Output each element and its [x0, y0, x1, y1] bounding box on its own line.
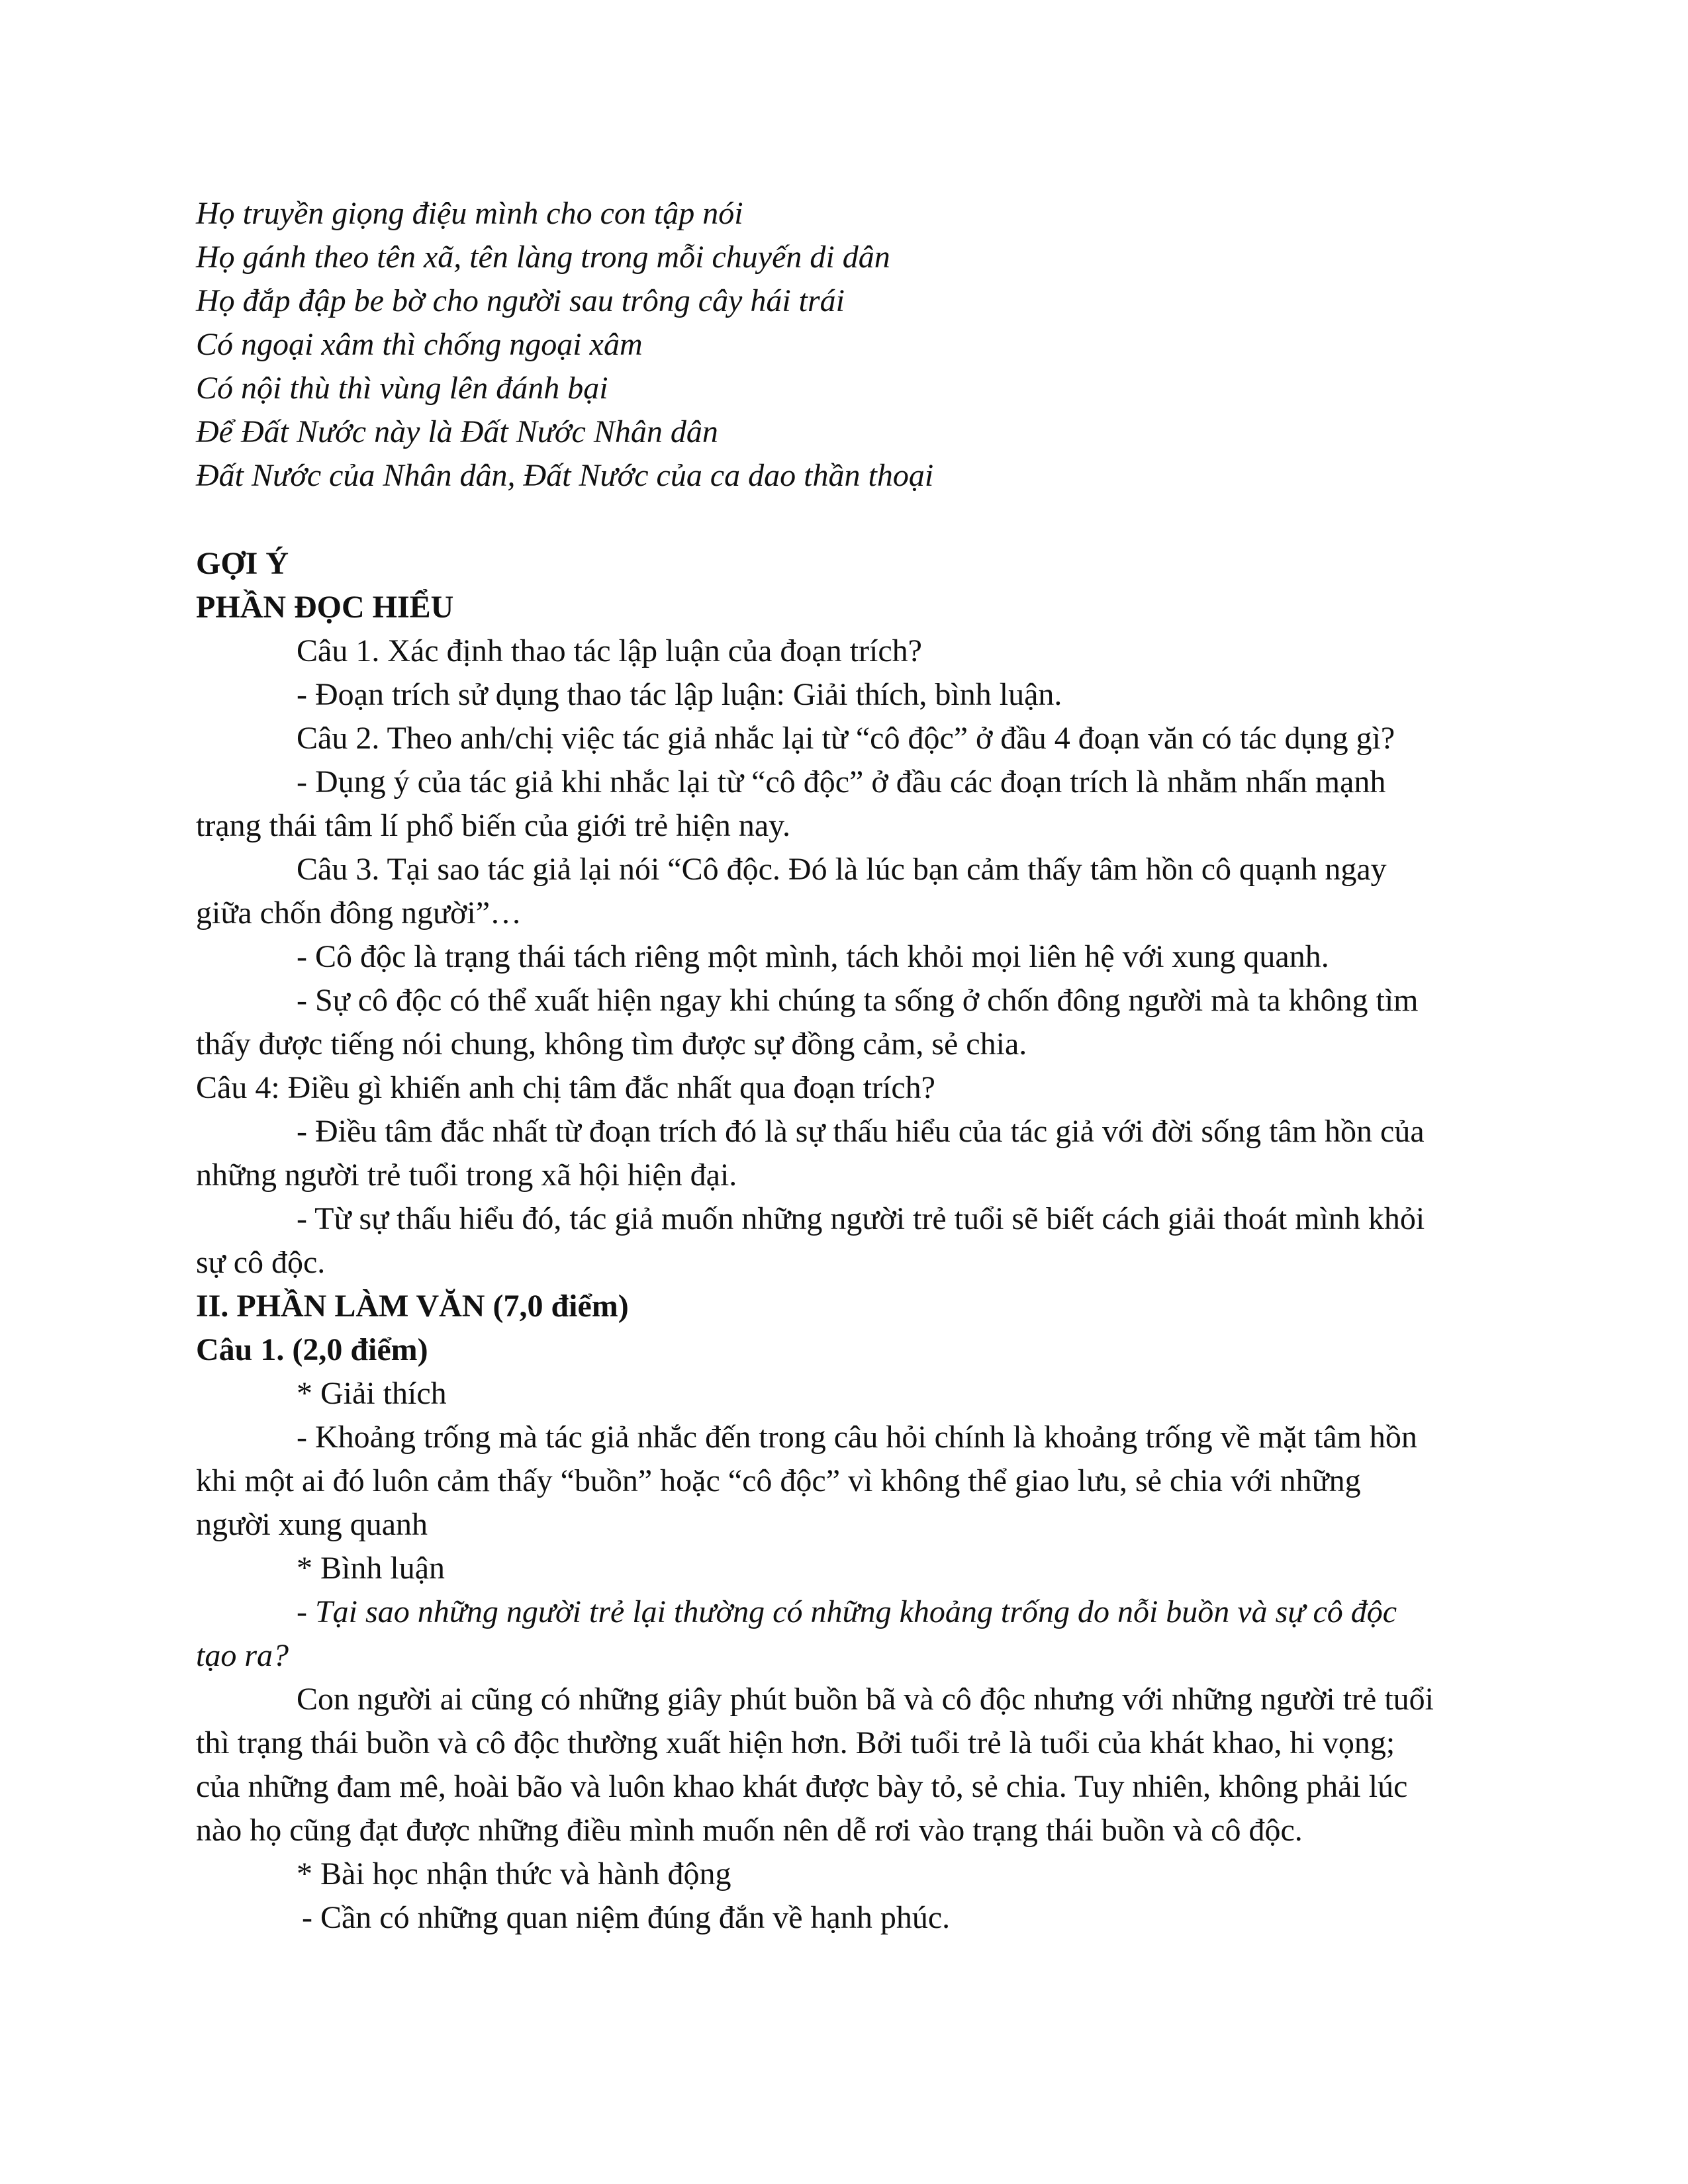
- doc-hieu-heading: PHẦN ĐỌC HIỂU: [196, 590, 454, 625]
- binh-luan-question-line-2: tạo ra?: [196, 1638, 289, 1673]
- poem-line: Có nội thù thì vùng lên đánh bại: [196, 371, 608, 406]
- document-page: [196, 192, 1493, 1940]
- answer-2-line-2: trạng thái tâm lí phổ biến của giới trẻ hiện nay.: [196, 808, 791, 843]
- spacer: [196, 498, 1493, 542]
- binh-luan-question-line-1: - Tại sao những người trẻ lại thường có những khoảng trống do nỗi buồn và sự cô độc: [297, 1594, 1397, 1629]
- poem-line: Họ truyền giọng điệu mình cho con tập nói: [196, 196, 743, 231]
- binh-luan-paragraph-line-3: của những đam mê, hoài bão và luôn khao khát được bày tỏ, sẻ chia. Tuy nhiên, không phải lúc: [196, 1769, 1408, 1804]
- lam-van-question-1: Câu 1. (2,0 điểm): [196, 1332, 428, 1367]
- answer-4-line-2: những người trẻ tuổi trong xã hội hiện đại.: [196, 1158, 737, 1193]
- binh-luan-paragraph-line-4: nào họ cũng đạt được những điều mình muốn nên dễ rơi vào trạng thái buồn và cô độc.: [196, 1813, 1303, 1848]
- answer-4-line-4: sự cô độc.: [196, 1245, 326, 1280]
- giai-thich-line-3: người xung quanh: [196, 1507, 428, 1542]
- answer-3-line-1: - Cô độc là trạng thái tách riêng một mình, tách khỏi mọi liên hệ với xung quanh.: [297, 939, 1329, 974]
- question-2: Câu 2. Theo anh/chị việc tác giả nhắc lại từ “cô độc” ở đầu 4 đoạn văn có tác dụng gì?: [297, 721, 1395, 756]
- poem-line: Họ gánh theo tên xã, tên làng trong mỗi chuyến di dân: [196, 240, 890, 275]
- poem-line: Có ngoại xâm thì chống ngoại xâm: [196, 327, 643, 362]
- bai-hoc-heading: * Bài học nhận thức và hành động: [297, 1856, 731, 1891]
- binh-luan-paragraph-line-2: thì trạng thái buồn và cô độc thường xuất hiện hơn. Bởi tuổi trẻ là tuổi của khát khao, hi vọng;: [196, 1725, 1395, 1760]
- answer-3-line-2: - Sự cô độc có thể xuất hiện ngay khi chúng ta sống ở chốn đông người mà ta không tìm: [297, 983, 1419, 1018]
- answer-3-line-3: thấy được tiếng nói chung, không tìm được sự đồng cảm, sẻ chia.: [196, 1026, 1027, 1062]
- binh-luan-paragraph-line-1: Con người ai cũng có những giây phút buồn bã và cô độc nhưng với những người trẻ tuổi: [297, 1682, 1434, 1717]
- lam-van-heading: II. PHẦN LÀM VĂN (7,0 điểm): [196, 1289, 629, 1324]
- giai-thich-line-1: - Khoảng trống mà tác giả nhắc đến trong câu hỏi chính là khoảng trống về mặt tâm hồn: [297, 1420, 1417, 1455]
- answer-1: - Đoạn trích sử dụng thao tác lập luận: Giải thích, bình luận.: [297, 677, 1062, 712]
- poem-line: Để Đất Nước này là Đất Nước Nhân dân: [196, 414, 718, 449]
- giai-thich-heading: * Giải thích: [297, 1376, 447, 1411]
- poem-line: Họ đắp đập be bờ cho người sau trông cây hái trái: [196, 283, 845, 318]
- answer-2-line-1: - Dụng ý của tác giả khi nhắc lại từ “cô độc” ở đầu các đoạn trích là nhằm nhấn mạnh: [297, 764, 1386, 799]
- question-3-line-1: Câu 3. Tại sao tác giả lại nói “Cô độc. Đó là lúc bạn cảm thấy tâm hồn cô quạnh ngay: [297, 852, 1387, 887]
- answer-4-line-1: - Điều tâm đắc nhất từ đoạn trích đó là sự thấu hiểu của tác giả với đời sống tâm hồn của: [297, 1114, 1425, 1149]
- bai-hoc-line-1: - Cần có những quan niệm đúng đắn về hạnh phúc.: [302, 1900, 951, 1935]
- giai-thich-line-2: khi một ai đó luôn cảm thấy “buồn” hoặc “cô độc” vì không thể giao lưu, sẻ chia với những: [196, 1463, 1361, 1498]
- poem-excerpt: [196, 192, 1493, 498]
- question-1: Câu 1. Xác định thao tác lập luận của đoạn trích?: [297, 633, 922, 668]
- question-4: Câu 4: Điều gì khiến anh chị tâm đắc nhất qua đoạn trích?: [196, 1070, 935, 1105]
- poem-line: Đất Nước của Nhân dân, Đất Nước của ca dao thần thoại: [196, 458, 934, 493]
- goi-y-heading: GỢI Ý: [196, 546, 289, 581]
- binh-luan-heading: * Bình luận: [297, 1551, 445, 1586]
- question-3-line-2: giữa chốn đông người”…: [196, 895, 522, 931]
- answer-4-line-3: - Từ sự thấu hiểu đó, tác giả muốn những người trẻ tuổi sẽ biết cách giải thoát mình khỏi: [297, 1201, 1425, 1236]
